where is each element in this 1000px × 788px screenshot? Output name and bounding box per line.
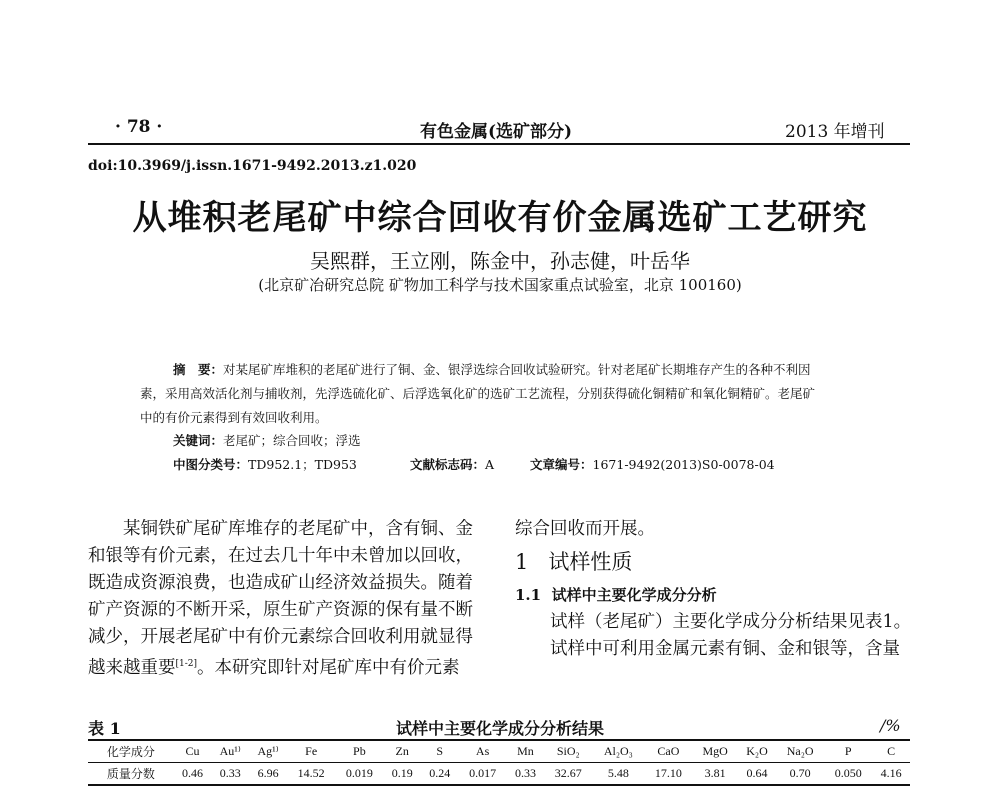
paper-title: 从堆积老尾矿中综合回收有价金属选矿工艺研究 bbox=[132, 198, 868, 238]
table-cell: SiO₂ bbox=[544, 740, 592, 763]
table-cell: 0.19 bbox=[383, 763, 421, 786]
table-cell: 32.67 bbox=[544, 763, 592, 786]
header-rule bbox=[88, 143, 910, 145]
table-cell: 3.81 bbox=[693, 763, 738, 786]
table-cell: 4.16 bbox=[872, 763, 910, 786]
composition-table bbox=[88, 739, 910, 786]
table-cell: 6.96 bbox=[249, 763, 287, 786]
table-cell: Au¹⁾ bbox=[211, 740, 249, 763]
table-cell: 0.019 bbox=[335, 763, 383, 786]
table-cell: 0.017 bbox=[458, 763, 506, 786]
page-number: · 78 · bbox=[115, 117, 163, 137]
table-caption: 试样中主要化学成分分析结果 bbox=[395, 719, 604, 738]
table-cell: C bbox=[872, 740, 910, 763]
right-column: 综合回收而开展。 1 试样性质 1.1 试样中主要化学成分分析 试样（老尾矿）主要化学成分分析结果见表1。 试样中可利用金属元素有铜、金和银等，含量 bbox=[515, 519, 912, 659]
table-cell: 14.52 bbox=[287, 763, 335, 786]
classification: 中图分类号：TD952.1；TD953 bbox=[173, 457, 357, 472]
issue: 2013 年增刊 bbox=[785, 122, 885, 142]
table-cell: Ag¹⁾ bbox=[249, 740, 287, 763]
journal-name: 有色金属(选矿部分) bbox=[420, 122, 573, 142]
table-cell: Fe bbox=[287, 740, 335, 763]
table-cell: 0.46 bbox=[174, 763, 212, 786]
table-cell: K₂O bbox=[738, 740, 776, 763]
table-row bbox=[88, 740, 910, 763]
table-cell: 0.70 bbox=[776, 763, 824, 786]
table-cell: 0.64 bbox=[738, 763, 776, 786]
table-cell: Mn bbox=[507, 740, 545, 763]
table-cell: As bbox=[458, 740, 506, 763]
table-cell: P bbox=[824, 740, 872, 763]
table-cell: Na₂O bbox=[776, 740, 824, 763]
row-header: 质量分数 bbox=[88, 763, 174, 786]
table-cell: S bbox=[421, 740, 459, 763]
keywords: 关键词：老尾矿；综合回收；浮选 bbox=[173, 433, 361, 448]
doi: doi:10.3969/j.issn.1671-9492.2013.z1.020 bbox=[88, 158, 417, 174]
left-column: 某铜铁矿尾矿库堆存的老尾矿中，含有铜、金 和银等有价元素，在过去几十年中未曾加以回收， 既造成资源浪费，也造成矿山经济效益损失。随着 矿产资源的不断开采，原生矿产资源的保有量不断 减少，开展老尾矿中有价元素综合回收利用就显得 越来越重要[1-2]。本研究即针对尾矿库中有价元素 bbox=[88, 519, 473, 678]
authors: 吴熙群，王立刚，陈金中，孙志健，叶岳华 bbox=[310, 249, 690, 273]
table-cell: 5.48 bbox=[592, 763, 644, 786]
table-row bbox=[88, 763, 910, 786]
table-cell: MgO bbox=[693, 740, 738, 763]
table-cell: 0.33 bbox=[211, 763, 249, 786]
table-cell: CaO bbox=[644, 740, 692, 763]
abstract-line: 素，采用高效活化剂与捕收剂，先浮选硫化矿、后浮选氧化矿的选矿工艺流程，分别获得硫化铜精矿和氧化铜精矿。老尾矿 bbox=[140, 386, 816, 401]
table-cell: 0.050 bbox=[824, 763, 872, 786]
table-cell: Al₂O₃ bbox=[592, 740, 644, 763]
table-cell: Pb bbox=[335, 740, 383, 763]
table-cell: Zn bbox=[383, 740, 421, 763]
table-unit: /% bbox=[880, 716, 901, 735]
table-cell: 17.10 bbox=[644, 763, 692, 786]
table-cell: Cu bbox=[174, 740, 212, 763]
affiliation: (北京矿冶研究总院 矿物加工科学与技术国家重点试验室，北京 100160) bbox=[258, 276, 742, 294]
abstract-line: 摘 要：对某尾矿库堆积的老尾矿进行了铜、金、银浮选综合回收试验研究。针对老尾矿长期堆存产生的各种不利因 bbox=[173, 362, 811, 377]
table-cell: 0.33 bbox=[507, 763, 545, 786]
paper-page: · 78 · 有色金属(选矿部分) 2013 年增刊 doi:10.3969/j.issn.1671-9492.2013.z1.020 从堆积老尾矿中综合回收有价金属选矿工艺研究 吴熙群，王立刚，陈金中，孙志健，叶岳华 (北京矿冶研究总院 矿物加工科学与技术国家重点试验室，北京 100160) 摘 要：对某尾矿库堆积的老尾矿进行了铜、金、银浮选综合回收试验研究。针对老尾矿长期堆存产生的各种不利因 素，采用高效活化剂与捕收剂，先浮选硫化矿、后浮选氧化矿的选矿工艺流程，分别获得硫化铜精矿和氧化铜精矿。老尾矿 中的有价元素得到有效回收利用。 关键词：老尾矿；综合回收；浮选 中图分类号：TD952.1；TD953 文献标志码：A 文章编号：1671-9492(2013)S0-0078-04 某铜铁矿尾矿库堆存的老尾矿中，含有铜、金 和银等有价元素，在过去几十年中未曾加以回收， 既造成资源浪费，也造成矿山经济效益损失。随着 矿产资源的不断开采，原生矿产资源的保有量不断 减少，开展老尾矿中有价元素综合回收利用就显得 越来越重要[1-2]。本研究即针对尾矿库中有价元素 综合回收而开展。 1 试样性质 1.1 试样中主要化学成分分析 试样（老尾矿）主要化学成分分析结果见表1。 试样中可利用金属元素有铜、金和银等，含量 表 1 试样中主要化学成分分析结果 /% 化学成分 Cu Au¹⁾ Ag¹⁾ Fe Pb Zn S As Mn SiO₂ Al₂O₃ CaO MgO K₂O Na₂O P C 质量分数 0.46 0.33 6.96 14.52 0.019 0.19 0.24 0.017 0.33 32.67 5.48 17.10 3.81 0.64 0.70 0.050 4.16 bbox=[0, 0, 1000, 788]
abstract-line: 中的有价元素得到有效回收利用。 bbox=[140, 410, 328, 425]
row-header: 化学成分 bbox=[88, 740, 174, 763]
table-label: 表 1 bbox=[88, 719, 121, 738]
table-cell: 0.24 bbox=[421, 763, 459, 786]
